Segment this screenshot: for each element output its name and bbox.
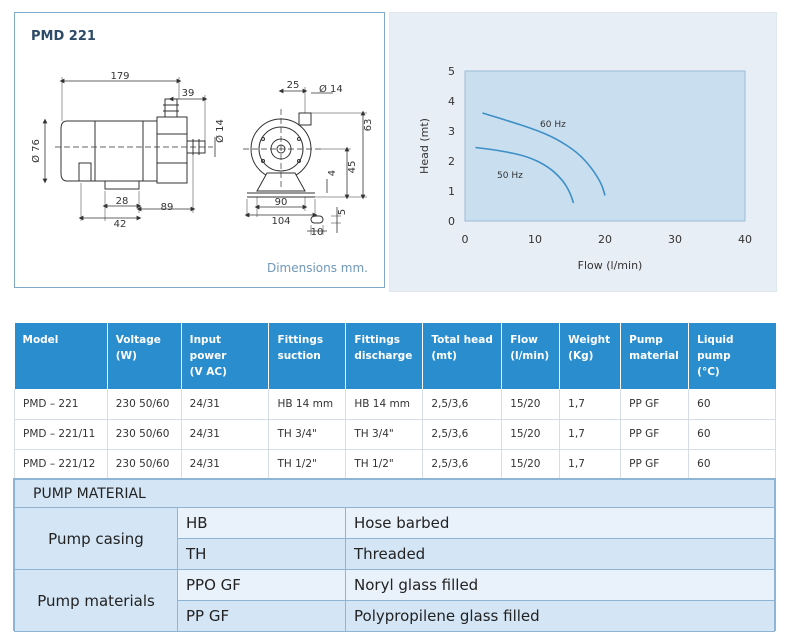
spec-header-row [15, 323, 776, 389]
table-cell: 1,7 [560, 389, 621, 419]
column-header-line: discharge [354, 350, 413, 362]
column-header-line: Liquid pump [697, 334, 734, 362]
column-header [107, 323, 181, 389]
dimension-drawing-panel [14, 12, 385, 288]
column-header-line: (°C) [697, 366, 720, 378]
table-cell: TH 3/4" [346, 419, 423, 449]
dim-25: 25 [286, 80, 300, 91]
column-header [560, 323, 621, 389]
column-header-line: Total head [431, 334, 493, 346]
table-cell: 230 50/60 [107, 389, 181, 419]
table-cell: PMD – 221 [15, 389, 108, 419]
table-cell: PP GF [621, 419, 689, 449]
group-pump-casing: Pump casing [15, 508, 178, 570]
column-header-line: (mt) [431, 350, 457, 362]
dim-diameter-76: Ø 76 [31, 139, 42, 163]
column-header-line: Fittings [277, 334, 324, 346]
table-cell: TH 3/4" [269, 419, 346, 449]
table-cell: PP GF [621, 449, 689, 479]
dim-45: 45 [347, 160, 358, 174]
x-tick-label: 20 [598, 233, 612, 246]
table-cell: PMD – 221/12 [15, 449, 108, 479]
dim-diameter-14-side: Ø 14 [215, 119, 226, 143]
table-cell: 60 [689, 389, 776, 419]
material-code: HB [178, 508, 346, 539]
table-cell: HB 14 mm [346, 389, 423, 419]
y-tick-label: 3 [448, 125, 455, 138]
dim-179: 179 [110, 71, 130, 82]
column-header [423, 323, 502, 389]
column-header-line: (W) [115, 350, 137, 362]
dim-28: 28 [115, 196, 129, 207]
table-cell: 15/20 [502, 449, 560, 479]
column-header-line: (l/min) [510, 350, 550, 362]
model-title: PMD 221 [31, 29, 96, 44]
table-cell: PMD – 221/11 [15, 419, 108, 449]
performance-chart-panel [389, 12, 777, 292]
column-header [181, 323, 269, 389]
table-cell: HB 14 mm [269, 389, 346, 419]
column-header-line: material [629, 350, 679, 362]
table-cell: 2,5/3,6 [423, 449, 502, 479]
column-header [346, 323, 423, 389]
table-cell: 2,5/3,6 [423, 389, 502, 419]
column-header-line: (V AC) [189, 366, 227, 378]
pump-material-panel [13, 478, 776, 631]
dim-42: 42 [113, 219, 127, 230]
table-cell: 1,7 [560, 419, 621, 449]
table-cell: 60 [689, 419, 776, 449]
table-row [15, 449, 776, 479]
x-tick-label: 30 [668, 233, 682, 246]
dim-39: 39 [181, 88, 195, 99]
column-header-line: suction [277, 350, 321, 362]
column-header [502, 323, 560, 389]
dimensions-caption: Dimensions mm. [266, 261, 368, 275]
table-cell: 230 50/60 [107, 419, 181, 449]
head-flow-chart [390, 13, 778, 293]
column-header-line: Model [22, 334, 59, 346]
dim-4: 4 [327, 169, 338, 177]
y-tick-label: 4 [448, 95, 455, 108]
material-description: Polypropilene glass filled [346, 601, 775, 632]
column-header [15, 323, 108, 389]
table-cell: 24/31 [181, 389, 269, 419]
y-axis-label: Head (mt) [418, 118, 431, 174]
series-label: 60 Hz [540, 120, 566, 130]
column-header-line: Fittings [354, 334, 401, 346]
table-cell: 15/20 [502, 419, 560, 449]
pump-side-view [55, 99, 213, 189]
table-cell: TH 1/2" [346, 449, 423, 479]
column-header [621, 323, 689, 389]
x-tick-label: 40 [738, 233, 752, 246]
dim-90: 90 [274, 197, 288, 208]
group-pump-materials: Pump materials [15, 570, 178, 632]
table-cell: 230 50/60 [107, 449, 181, 479]
dim-63: 63 [363, 118, 374, 132]
plot-area [465, 71, 745, 221]
table-row [15, 389, 776, 419]
y-tick-label: 2 [448, 155, 455, 168]
table-cell: 2,5/3,6 [423, 419, 502, 449]
column-header [689, 323, 776, 389]
table-cell: 15/20 [502, 389, 560, 419]
material-code: TH [178, 539, 346, 570]
column-header-line: Voltage [115, 334, 161, 346]
material-code: PPO GF [178, 570, 346, 601]
column-header-line: Weight [568, 334, 611, 346]
specification-table [14, 323, 776, 480]
x-axis-label: Flow (l/min) [577, 259, 643, 272]
y-tick-label: 1 [448, 185, 455, 198]
material-description: Noryl glass filled [346, 570, 775, 601]
dim-10: 10 [310, 227, 324, 238]
y-tick-label: 5 [448, 65, 455, 78]
table-row [15, 419, 776, 449]
table-cell: 24/31 [181, 449, 269, 479]
column-header-line: (Kg) [568, 350, 594, 362]
y-tick-label: 0 [448, 215, 455, 228]
material-description: Hose barbed [346, 508, 775, 539]
pump-dimension-drawing [15, 13, 386, 289]
column-header [269, 323, 346, 389]
dim-89: 89 [160, 202, 174, 213]
x-tick-label: 10 [528, 233, 542, 246]
table-cell: 60 [689, 449, 776, 479]
pump-material-table [14, 479, 775, 632]
table-cell: 24/31 [181, 419, 269, 449]
column-header-line: Input power [189, 334, 227, 362]
dim-diameter-14-top: Ø 14 [319, 84, 343, 95]
table-cell: TH 1/2" [269, 449, 346, 479]
material-description: Threaded [346, 539, 775, 570]
table-cell: PP GF [621, 389, 689, 419]
column-header-line: Pump [629, 334, 663, 346]
dim-104: 104 [271, 216, 291, 227]
column-header-line: Flow [510, 334, 538, 346]
material-code: PP GF [178, 601, 346, 632]
series-label: 50 Hz [497, 171, 523, 181]
pump-material-title: PUMP MATERIAL [15, 480, 775, 508]
table-cell: 1,7 [560, 449, 621, 479]
dim-5: 5 [337, 208, 348, 216]
x-tick-label: 0 [461, 233, 469, 246]
